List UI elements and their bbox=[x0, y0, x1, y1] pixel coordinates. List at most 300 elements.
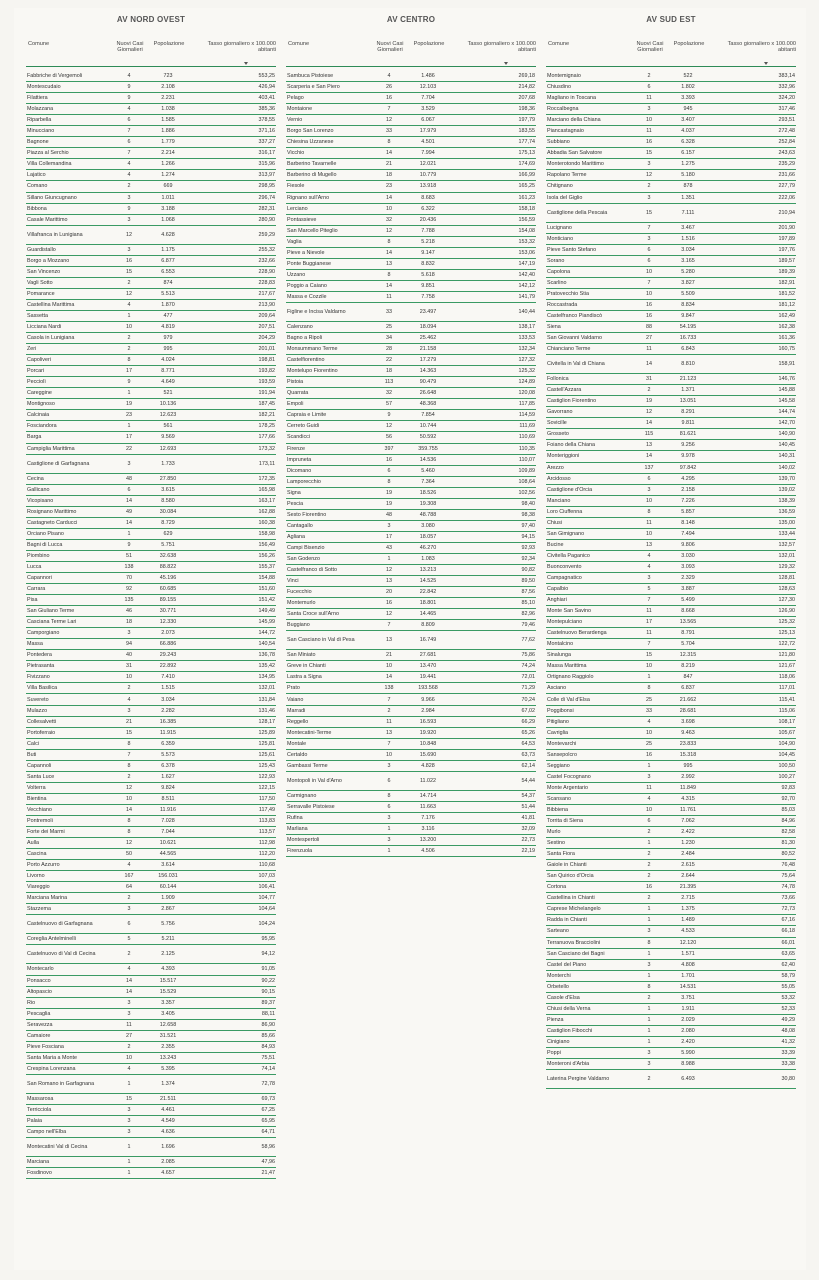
table-row bbox=[286, 215, 536, 226]
table-row bbox=[26, 518, 276, 529]
cell-comune: Castelfranco di Sotto bbox=[287, 567, 338, 574]
cell-nuovi-casi: 1 bbox=[387, 555, 391, 562]
table-row bbox=[26, 344, 276, 355]
cell-nuovi-casi: 32 bbox=[386, 216, 392, 223]
cell-popolazione: 48.368 bbox=[419, 401, 437, 408]
cell-tasso: 121,67 bbox=[778, 663, 795, 670]
cell-comune: Pontedera bbox=[27, 652, 52, 659]
table-row bbox=[286, 248, 536, 259]
cell-tasso: 108,64 bbox=[518, 478, 535, 485]
table-row bbox=[286, 137, 536, 148]
table-row bbox=[546, 639, 796, 650]
cell-comune: Castelfranco Piandiscò bbox=[547, 312, 603, 319]
table-row bbox=[546, 1004, 796, 1015]
cell-comune: Montescudaio bbox=[27, 84, 61, 91]
table-row bbox=[26, 987, 276, 998]
cell-tasso: 178,25 bbox=[258, 423, 275, 430]
table-row bbox=[546, 104, 796, 115]
table-row bbox=[26, 388, 276, 399]
cell-comune: Uzzano bbox=[287, 271, 306, 278]
cell-nuovi-casi: 3 bbox=[387, 522, 391, 529]
cell-nuovi-casi: 8 bbox=[127, 829, 131, 836]
table-row bbox=[286, 694, 536, 705]
cell-comune: Anghiari bbox=[547, 597, 567, 604]
cell-comune: Castiglione d'Orcia bbox=[547, 486, 593, 493]
cell-tasso: 317,46 bbox=[778, 106, 795, 113]
table-row bbox=[26, 137, 276, 148]
cell-popolazione: 18.094 bbox=[419, 324, 437, 330]
cell-comune: Chiesina Uzzanese bbox=[287, 139, 334, 146]
cell-comune: Capalbio bbox=[547, 586, 569, 593]
cell-comune: Bagni di Lucca bbox=[27, 541, 63, 548]
table-row bbox=[546, 617, 796, 628]
cell-comune: Reggello bbox=[287, 718, 309, 725]
cell-nuovi-casi: 4 bbox=[127, 73, 131, 80]
cell-tasso: 115,41 bbox=[778, 696, 795, 703]
cell-comune: Scansano bbox=[547, 795, 571, 802]
cell-nuovi-casi: 3 bbox=[647, 961, 651, 968]
cell-nuovi-casi: 1 bbox=[127, 390, 131, 397]
cell-comune: Cecina bbox=[27, 475, 44, 482]
cell-nuovi-casi: 3 bbox=[647, 1061, 651, 1068]
cell-nuovi-casi: 3 bbox=[127, 906, 131, 913]
table-row bbox=[26, 672, 276, 683]
cell-popolazione: 156.031 bbox=[158, 873, 178, 880]
cell-nuovi-casi: 12 bbox=[646, 409, 652, 416]
cell-comune: Castel del Piano bbox=[547, 961, 587, 968]
cell-popolazione: 14.714 bbox=[419, 792, 437, 799]
cell-nuovi-casi: 7 bbox=[387, 106, 391, 113]
cell-nuovi-casi: 1 bbox=[387, 825, 391, 832]
cell-popolazione: 15.318 bbox=[679, 751, 697, 758]
cell-tasso: 64,71 bbox=[261, 1129, 275, 1136]
cell-popolazione: 14.465 bbox=[419, 611, 437, 618]
cell-comune: Barberino Tavarnelle bbox=[287, 161, 337, 168]
cell-comune: Monteriggioni bbox=[547, 453, 580, 460]
cell-tasso: 113,57 bbox=[258, 829, 275, 836]
cell-tasso: 120,08 bbox=[518, 390, 535, 397]
cell-comune: Vaiano bbox=[287, 696, 304, 703]
cell-tasso: 140,54 bbox=[258, 641, 275, 648]
cell-nuovi-casi: 1 bbox=[127, 1170, 131, 1177]
cell-comune: Santa Maria a Monte bbox=[27, 1054, 78, 1061]
cell-comune: Bibbona bbox=[27, 205, 47, 212]
cell-tasso: 108,17 bbox=[778, 718, 795, 725]
table-row bbox=[546, 772, 796, 783]
table-row bbox=[286, 499, 536, 510]
cell-tasso: 138,17 bbox=[518, 324, 535, 330]
table-header bbox=[286, 33, 536, 67]
table-row bbox=[26, 226, 276, 245]
cell-nuovi-casi: 8 bbox=[127, 740, 131, 747]
cell-popolazione: 27.850 bbox=[159, 475, 177, 482]
cell-tasso: 47,96 bbox=[261, 1159, 275, 1166]
cell-nuovi-casi: 1 bbox=[127, 423, 131, 430]
header-tasso[interactable]: Tasso giornaliero x 100.000 abitanti bbox=[467, 41, 536, 54]
cell-comune: Cortona bbox=[547, 884, 567, 891]
cell-comune: Fosciandora bbox=[27, 423, 57, 430]
table-row bbox=[286, 761, 536, 772]
cell-tasso: 133,44 bbox=[778, 530, 795, 537]
cell-nuovi-casi: 12 bbox=[126, 784, 132, 791]
cell-comune: Castell'Azzara bbox=[547, 387, 582, 394]
cell-popolazione: 3.405 bbox=[161, 1010, 175, 1017]
cell-nuovi-casi: 23 bbox=[386, 183, 392, 190]
cell-nuovi-casi: 1 bbox=[127, 1159, 131, 1166]
cell-nuovi-casi: 18 bbox=[386, 368, 392, 375]
table-row bbox=[546, 761, 796, 772]
cell-comune: Terranuova Bracciolini bbox=[547, 939, 601, 946]
cell-popolazione: 5.513 bbox=[161, 290, 175, 297]
table-row bbox=[26, 584, 276, 595]
cell-nuovi-casi: 22 bbox=[126, 445, 132, 452]
table-row bbox=[546, 750, 796, 761]
cell-tasso: 175,13 bbox=[518, 150, 535, 157]
cell-comune: Montemignaio bbox=[547, 73, 581, 80]
cell-popolazione: 18.801 bbox=[419, 600, 437, 607]
cell-popolazione: 3.751 bbox=[681, 994, 695, 1001]
cell-comune: Santa Fiora bbox=[547, 851, 575, 858]
cell-popolazione: 5.460 bbox=[421, 467, 435, 474]
cell-nuovi-casi: 6 bbox=[127, 921, 131, 928]
cell-tasso: 132,01 bbox=[778, 552, 795, 559]
cell-comune: Ortignano Raggiolo bbox=[547, 674, 594, 681]
cell-comune: Rosignano Marittimo bbox=[27, 508, 77, 515]
table-row bbox=[286, 554, 536, 565]
cell-tasso: 104,77 bbox=[258, 895, 275, 902]
cell-tasso: 134,95 bbox=[258, 674, 275, 681]
cell-nuovi-casi: 1 bbox=[647, 950, 651, 957]
cell-popolazione: 3.357 bbox=[161, 999, 175, 1006]
cell-comune: Laterina Pergine Valdarno bbox=[547, 1076, 610, 1083]
table-row bbox=[26, 215, 276, 226]
header-nuovi-casi: Nuovi Casi Giornalieri bbox=[376, 41, 404, 54]
table-row bbox=[286, 717, 536, 728]
cell-popolazione: 17.979 bbox=[419, 128, 437, 135]
cell-tasso: 228,83 bbox=[258, 279, 275, 286]
cell-popolazione: 12.103 bbox=[419, 84, 437, 91]
cell-popolazione: 945 bbox=[683, 106, 693, 113]
cell-comune: Dicomano bbox=[287, 467, 312, 474]
cell-nuovi-casi: 12 bbox=[386, 567, 392, 574]
cell-popolazione: 8.683 bbox=[421, 194, 435, 201]
cell-tasso: 161,36 bbox=[778, 335, 795, 342]
cell-comune: Pecciolì bbox=[27, 379, 46, 386]
cell-comune: Signa bbox=[287, 489, 301, 496]
cell-comune: Isola del Giglio bbox=[547, 194, 583, 201]
table-row bbox=[286, 170, 536, 181]
cell-popolazione: 9.824 bbox=[161, 784, 175, 791]
table-row bbox=[546, 915, 796, 926]
cell-comune: Ponsacco bbox=[27, 977, 51, 984]
table-row bbox=[26, 805, 276, 816]
cell-comune: Sinalunga bbox=[547, 652, 571, 659]
cell-nuovi-casi: 18 bbox=[386, 172, 392, 179]
cell-tasso: 293,51 bbox=[778, 117, 795, 124]
cell-nuovi-casi: 16 bbox=[386, 600, 392, 607]
cell-nuovi-casi: 7 bbox=[127, 150, 131, 157]
cell-nuovi-casi: 6 bbox=[127, 117, 131, 124]
cell-comune: Piazza al Serchio bbox=[27, 150, 69, 157]
cell-comune: San Gimignano bbox=[547, 530, 585, 537]
cell-popolazione: 1.275 bbox=[681, 161, 695, 168]
cell-comune: Chiusi della Verna bbox=[547, 1005, 591, 1012]
cell-comune: Pescaglia bbox=[27, 1010, 51, 1017]
cell-popolazione: 13.565 bbox=[679, 619, 697, 626]
cell-comune: Livorno bbox=[27, 873, 45, 880]
cell-comune: Monterchi bbox=[547, 972, 571, 979]
cell-popolazione: 14.536 bbox=[419, 456, 437, 463]
cell-comune: Bagnone bbox=[27, 139, 49, 146]
header-tasso[interactable]: Tasso giornaliero x 100.000 abitanti bbox=[727, 41, 796, 54]
cell-nuovi-casi: 9 bbox=[127, 84, 131, 91]
cell-comune: Caprese Michelangelo bbox=[547, 906, 601, 913]
cell-comune: Villafranca in Lunigiana bbox=[27, 231, 83, 238]
table-row bbox=[546, 93, 796, 104]
table-row bbox=[286, 410, 536, 421]
cell-nuovi-casi: 16 bbox=[646, 139, 652, 146]
cell-tasso: 181,52 bbox=[778, 290, 795, 297]
cell-comune: Borgo San Lorenzo bbox=[287, 128, 334, 135]
cell-nuovi-casi: 11 bbox=[646, 608, 652, 615]
cell-nuovi-casi: 138 bbox=[384, 685, 394, 692]
cell-popolazione: 19.441 bbox=[419, 674, 437, 681]
cell-popolazione: 5.509 bbox=[681, 290, 695, 297]
cell-tasso: 154,88 bbox=[258, 574, 275, 581]
cell-popolazione: 12.693 bbox=[159, 445, 177, 452]
cell-popolazione: 7.788 bbox=[421, 227, 435, 234]
table-row bbox=[26, 245, 276, 256]
table-row bbox=[286, 303, 536, 322]
cell-nuovi-casi: 6 bbox=[127, 139, 131, 146]
table-row bbox=[546, 661, 796, 672]
table-row bbox=[26, 728, 276, 739]
cell-nuovi-casi: 6 bbox=[127, 486, 131, 493]
cell-popolazione: 6.843 bbox=[681, 346, 695, 353]
cell-nuovi-casi: 10 bbox=[646, 530, 652, 537]
table-row bbox=[286, 333, 536, 344]
cell-popolazione: 4.533 bbox=[681, 928, 695, 935]
cell-popolazione: 3.698 bbox=[681, 718, 695, 725]
sort-desc-icon[interactable] bbox=[244, 62, 248, 65]
cell-popolazione: 1.038 bbox=[161, 106, 175, 113]
cell-nuovi-casi: 7 bbox=[127, 751, 131, 758]
cell-tasso: 227,79 bbox=[778, 183, 795, 190]
table-row bbox=[546, 396, 796, 407]
cell-tasso: 104,24 bbox=[258, 921, 275, 928]
cell-popolazione: 3.614 bbox=[161, 862, 175, 869]
cell-nuovi-casi: 14 bbox=[126, 988, 132, 995]
table-row bbox=[26, 606, 276, 617]
cell-comune: Capraia e Limite bbox=[287, 412, 327, 419]
cell-nuovi-casi: 6 bbox=[647, 818, 651, 825]
cell-popolazione: 2.282 bbox=[161, 707, 175, 714]
cell-tasso: 79,46 bbox=[521, 622, 535, 629]
table-row bbox=[26, 366, 276, 377]
cell-nuovi-casi: 33 bbox=[646, 707, 652, 714]
cell-comune: Sansepolcro bbox=[547, 751, 577, 758]
cell-nuovi-casi: 33 bbox=[386, 128, 392, 135]
cell-comune: Poggibonsi bbox=[547, 707, 574, 714]
cell-comune: Minucciano bbox=[27, 128, 55, 135]
cell-popolazione: 1.886 bbox=[161, 128, 175, 135]
cell-popolazione: 2.422 bbox=[681, 829, 695, 836]
cell-nuovi-casi: 7 bbox=[647, 597, 651, 604]
cell-tasso: 41,81 bbox=[521, 814, 535, 821]
cell-nuovi-casi: 2 bbox=[647, 183, 651, 190]
cell-tasso: 385,36 bbox=[258, 106, 275, 113]
cell-nuovi-casi: 115 bbox=[644, 431, 654, 438]
cell-comune: Marliana bbox=[287, 825, 308, 832]
cell-nuovi-casi: 88 bbox=[646, 324, 652, 330]
cell-tasso: 197,76 bbox=[778, 246, 795, 253]
cell-nuovi-casi: 3 bbox=[127, 999, 131, 1006]
cell-nuovi-casi: 9 bbox=[127, 95, 131, 102]
cell-tasso: 153,32 bbox=[518, 238, 535, 245]
cell-popolazione: 45.196 bbox=[159, 574, 177, 581]
sort-desc-icon[interactable] bbox=[764, 62, 768, 65]
cell-nuovi-casi: 56 bbox=[386, 434, 392, 441]
cell-nuovi-casi: 23 bbox=[126, 412, 132, 419]
cell-popolazione: 7.364 bbox=[421, 478, 435, 485]
table-row bbox=[546, 816, 796, 827]
cell-comune: Casola in Lunigiana bbox=[27, 335, 75, 342]
cell-nuovi-casi: 46 bbox=[126, 608, 132, 615]
cell-popolazione: 8.148 bbox=[681, 519, 695, 526]
cell-nuovi-casi: 14 bbox=[126, 519, 132, 526]
cell-nuovi-casi: 6 bbox=[387, 777, 391, 784]
cell-comune: Monte Argentario bbox=[547, 784, 589, 791]
table-row bbox=[26, 93, 276, 104]
cell-popolazione: 3.529 bbox=[421, 106, 435, 113]
cell-popolazione: 878 bbox=[683, 183, 693, 190]
cell-tasso: 97,40 bbox=[521, 522, 535, 529]
cell-popolazione: 30.771 bbox=[159, 608, 177, 615]
cell-nuovi-casi: 7 bbox=[647, 641, 651, 648]
cell-nuovi-casi: 14 bbox=[386, 150, 392, 157]
table-row bbox=[546, 529, 796, 540]
cell-comune: Castiglione di Garfagnana bbox=[27, 460, 90, 467]
cell-tasso: 158,98 bbox=[258, 530, 275, 537]
table-row bbox=[546, 137, 796, 148]
cell-popolazione: 8.832 bbox=[421, 260, 435, 267]
cell-comune: Magliano in Toscana bbox=[547, 95, 597, 102]
cell-nuovi-casi: 12 bbox=[126, 840, 132, 847]
cell-nuovi-casi: 2 bbox=[647, 73, 651, 80]
table-row bbox=[546, 672, 796, 683]
cell-tasso: 87,56 bbox=[521, 589, 535, 596]
cell-nuovi-casi: 70 bbox=[126, 574, 132, 581]
cell-tasso: 129,32 bbox=[778, 563, 795, 570]
cell-comune: Calci bbox=[27, 740, 39, 747]
cell-popolazione: 4.657 bbox=[161, 1170, 175, 1177]
cell-comune: Calenzano bbox=[287, 324, 313, 330]
cell-popolazione: 1.571 bbox=[681, 950, 695, 957]
cell-comune: Pitigliano bbox=[547, 718, 569, 725]
cell-tasso: 158,91 bbox=[778, 361, 795, 368]
cell-popolazione: 8.580 bbox=[161, 497, 175, 504]
table-row bbox=[26, 694, 276, 705]
table-row bbox=[546, 344, 796, 355]
cell-comune: Radda in Chianti bbox=[547, 917, 587, 924]
cell-nuovi-casi: 6 bbox=[387, 803, 391, 810]
cell-tasso: 22,19 bbox=[521, 848, 535, 855]
cell-tasso: 51,44 bbox=[521, 803, 535, 810]
cell-tasso: 74,24 bbox=[521, 663, 535, 670]
cell-popolazione: 12.120 bbox=[679, 939, 697, 946]
cell-nuovi-casi: 1 bbox=[647, 906, 651, 913]
cell-popolazione: 28.681 bbox=[679, 707, 697, 714]
cell-tasso: 140,31 bbox=[778, 453, 795, 460]
cell-nuovi-casi: 8 bbox=[647, 939, 651, 946]
table-row bbox=[26, 871, 276, 882]
table-row bbox=[26, 595, 276, 606]
cell-tasso: 189,39 bbox=[778, 268, 795, 275]
cell-comune: Vicopisano bbox=[27, 497, 54, 504]
cell-tasso: 117,01 bbox=[778, 685, 795, 692]
cell-popolazione: 521 bbox=[163, 390, 173, 397]
cell-comune: Civitella Paganico bbox=[547, 552, 590, 559]
cell-nuovi-casi: 6 bbox=[647, 257, 651, 264]
cell-tasso: 154,08 bbox=[518, 227, 535, 234]
table-row bbox=[26, 783, 276, 794]
table-row bbox=[286, 292, 536, 303]
header-tasso[interactable]: Tasso giornaliero x 100.000 abitanti bbox=[207, 41, 276, 54]
cell-comune: Roccalbegna bbox=[547, 106, 579, 113]
cell-tasso: 280,90 bbox=[258, 216, 275, 223]
cell-tasso: 198,36 bbox=[518, 106, 535, 113]
cell-nuovi-casi: 14 bbox=[126, 497, 132, 504]
cell-comune: Montevarchi bbox=[547, 740, 577, 747]
cell-popolazione: 2.992 bbox=[681, 773, 695, 780]
cell-nuovi-casi: 10 bbox=[126, 795, 132, 802]
cell-popolazione: 9.851 bbox=[421, 282, 435, 289]
cell-nuovi-casi: 1 bbox=[647, 762, 651, 769]
cell-popolazione: 6.322 bbox=[421, 205, 435, 212]
table-row bbox=[26, 1042, 276, 1053]
cell-popolazione: 16.733 bbox=[679, 335, 697, 342]
cell-nuovi-casi: 10 bbox=[126, 324, 132, 330]
cell-popolazione: 8.810 bbox=[681, 361, 695, 368]
cell-nuovi-casi: 15 bbox=[646, 652, 652, 659]
cell-nuovi-casi: 14 bbox=[646, 361, 652, 368]
cell-nuovi-casi: 1 bbox=[647, 1016, 651, 1023]
sort-desc-icon[interactable] bbox=[504, 62, 508, 65]
cell-popolazione: 1.371 bbox=[681, 387, 695, 394]
cell-popolazione: 1.909 bbox=[161, 895, 175, 902]
cell-nuovi-casi: 64 bbox=[126, 884, 132, 891]
cell-comune: San Romano in Garfagnana bbox=[27, 1080, 95, 1087]
cell-tasso: 121,80 bbox=[778, 652, 795, 659]
cell-nuovi-casi: 17 bbox=[646, 619, 652, 626]
cell-comune: Quarrata bbox=[287, 390, 309, 397]
table-row bbox=[26, 71, 276, 82]
cell-tasso: 142,12 bbox=[518, 282, 535, 289]
table-row bbox=[26, 333, 276, 344]
cell-popolazione: 8.791 bbox=[681, 630, 695, 637]
cell-popolazione: 12.658 bbox=[159, 1021, 177, 1028]
cell-popolazione: 22.842 bbox=[419, 589, 437, 596]
cell-tasso: 207,68 bbox=[518, 95, 535, 102]
cell-nuovi-casi: 138 bbox=[124, 563, 134, 570]
cell-popolazione: 16.749 bbox=[419, 637, 437, 644]
cell-tasso: 187,45 bbox=[258, 401, 275, 408]
cell-comune: Asciano bbox=[547, 685, 567, 692]
table-row bbox=[286, 322, 536, 333]
table-row bbox=[546, 126, 796, 137]
cell-popolazione: 7.062 bbox=[681, 818, 695, 825]
cell-nuovi-casi: 11 bbox=[386, 718, 392, 725]
